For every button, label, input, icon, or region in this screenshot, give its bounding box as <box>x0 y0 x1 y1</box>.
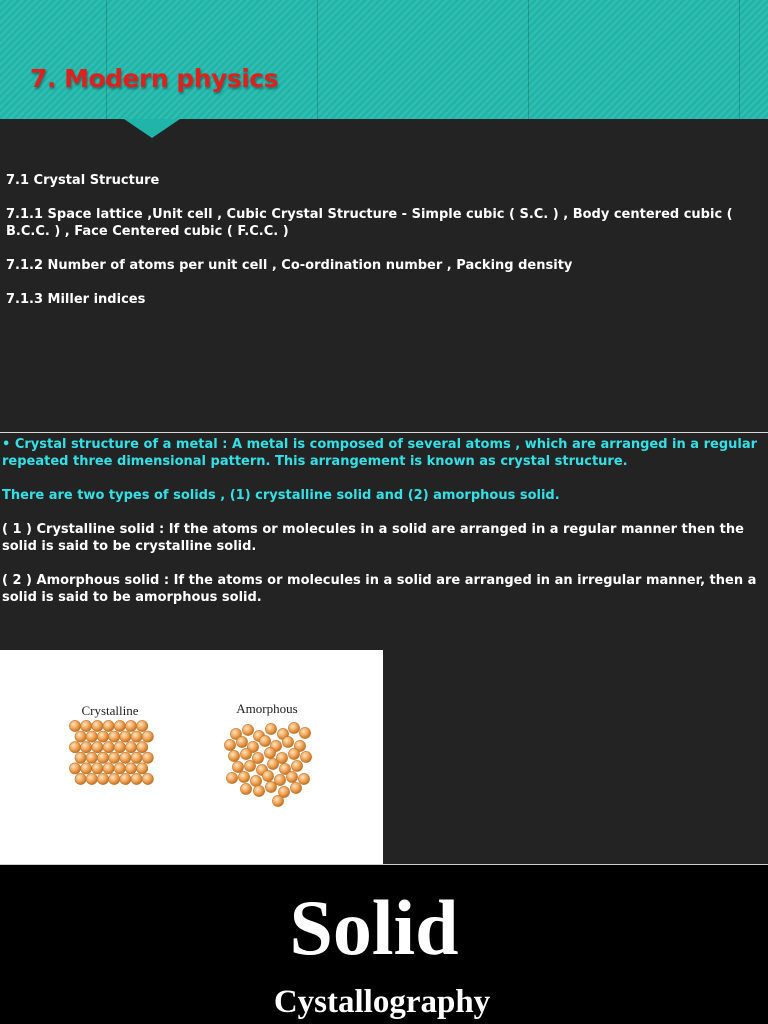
atom <box>274 774 285 785</box>
crystalline-definition: ( 1 ) Crystalline solid : If the atoms or molecules in a solid are arranged in a regular manner then the solid is said to be crystalline solid. <box>2 522 744 554</box>
atom <box>267 758 278 769</box>
crystalline-atoms <box>69 720 153 784</box>
atom <box>109 731 120 742</box>
atom <box>120 752 131 763</box>
atom <box>142 773 153 784</box>
crystal-structure-definition: • Crystal structure of a metal : A metal is composed of several atoms , which are arranged in a regular repeated three dimensional pattern. This arrangement is known as crystal structure. <box>2 437 758 469</box>
banner-notch <box>124 119 180 138</box>
outline-item: 7.1.3 Miller indices <box>6 292 146 307</box>
solids-figure <box>0 650 383 864</box>
atom <box>142 731 153 742</box>
atom <box>103 742 114 753</box>
atom <box>75 773 86 784</box>
atom <box>125 742 136 753</box>
atom <box>242 724 253 735</box>
atom <box>81 720 92 731</box>
outline-item: 7.1.1 Space lattice ,Unit cell , Cubic Crystal Structure - Simple cubic ( S.C. ) , Body centered cubic ( B.C.C. ) , Face Centered cubic ( F.C.C. ) <box>6 207 733 239</box>
atom <box>265 723 276 734</box>
atom <box>92 720 103 731</box>
atom <box>120 773 131 784</box>
atom <box>120 731 131 742</box>
crystalline-label: Crystalline <box>81 703 139 718</box>
atom <box>253 785 264 796</box>
atom <box>288 748 299 759</box>
slide-crystal-structure <box>0 433 768 864</box>
atom <box>262 770 273 781</box>
atom <box>125 720 136 731</box>
atom <box>69 742 80 753</box>
atom <box>97 752 108 763</box>
atom <box>92 763 103 774</box>
atom <box>86 752 97 763</box>
atom <box>288 722 299 733</box>
atom <box>282 736 293 747</box>
atom <box>137 720 148 731</box>
atom <box>264 747 275 758</box>
atom <box>92 742 103 753</box>
title-banner <box>0 0 768 119</box>
atom <box>125 763 136 774</box>
atom <box>240 748 251 759</box>
slide-solid-title <box>0 865 768 1024</box>
atom <box>291 760 302 771</box>
types-of-solids: There are two types of solids , (1) crystalline solid and (2) amorphous solid. <box>2 488 560 503</box>
atom <box>226 772 237 783</box>
definitions-text <box>2 436 764 623</box>
atom <box>232 761 243 772</box>
atom <box>114 763 125 774</box>
atom <box>236 736 247 747</box>
atom <box>81 742 92 753</box>
atom <box>97 773 108 784</box>
atom <box>244 760 255 771</box>
amorphous-atoms <box>224 722 311 806</box>
slide-title: 7. Modern physics <box>30 64 278 93</box>
slide-modern-physics <box>0 0 768 432</box>
atom <box>142 752 153 763</box>
atom <box>114 720 125 731</box>
atom <box>69 763 80 774</box>
atom <box>86 773 97 784</box>
atom <box>75 752 86 763</box>
atom <box>103 720 114 731</box>
atom <box>224 739 235 750</box>
atom <box>299 727 310 738</box>
atom <box>290 782 301 793</box>
atom <box>131 773 142 784</box>
crystallography-subheading: Cystallography <box>273 984 491 1020</box>
atom <box>265 781 276 792</box>
atom <box>137 742 148 753</box>
atom <box>131 731 142 742</box>
atom <box>69 720 80 731</box>
topic-outline <box>6 172 762 325</box>
amorphous-definition: ( 2 ) Amorphous solid : If the atoms or molecules in a solid are arranged in an irregular manner, then a solid is said to be amorphous solid. <box>2 573 757 605</box>
atom <box>272 795 283 806</box>
atom <box>228 750 239 761</box>
atom <box>259 735 270 746</box>
atom <box>300 751 311 762</box>
solid-heading: Solid <box>289 884 459 971</box>
atom <box>103 763 114 774</box>
crystalline-amorphous-diagram <box>0 650 383 864</box>
banner-divider <box>739 0 740 119</box>
atom <box>81 763 92 774</box>
banner-divider <box>528 0 529 119</box>
atom <box>131 752 142 763</box>
atom <box>97 731 108 742</box>
atom <box>286 771 297 782</box>
atom <box>109 752 120 763</box>
atom <box>75 731 86 742</box>
atom <box>250 775 261 786</box>
atom <box>109 773 120 784</box>
atom <box>298 773 309 784</box>
amorphous-label: Amorphous <box>236 701 298 716</box>
atom <box>137 763 148 774</box>
banner-divider <box>317 0 318 119</box>
atom <box>86 731 97 742</box>
atom <box>240 783 251 794</box>
outline-item: 7.1 Crystal Structure <box>6 173 160 188</box>
outline-item: 7.1.2 Number of atoms per unit cell , Co-ordination number , Packing density <box>6 258 573 273</box>
atom <box>114 742 125 753</box>
banner-divider <box>106 0 107 119</box>
atom <box>238 771 249 782</box>
